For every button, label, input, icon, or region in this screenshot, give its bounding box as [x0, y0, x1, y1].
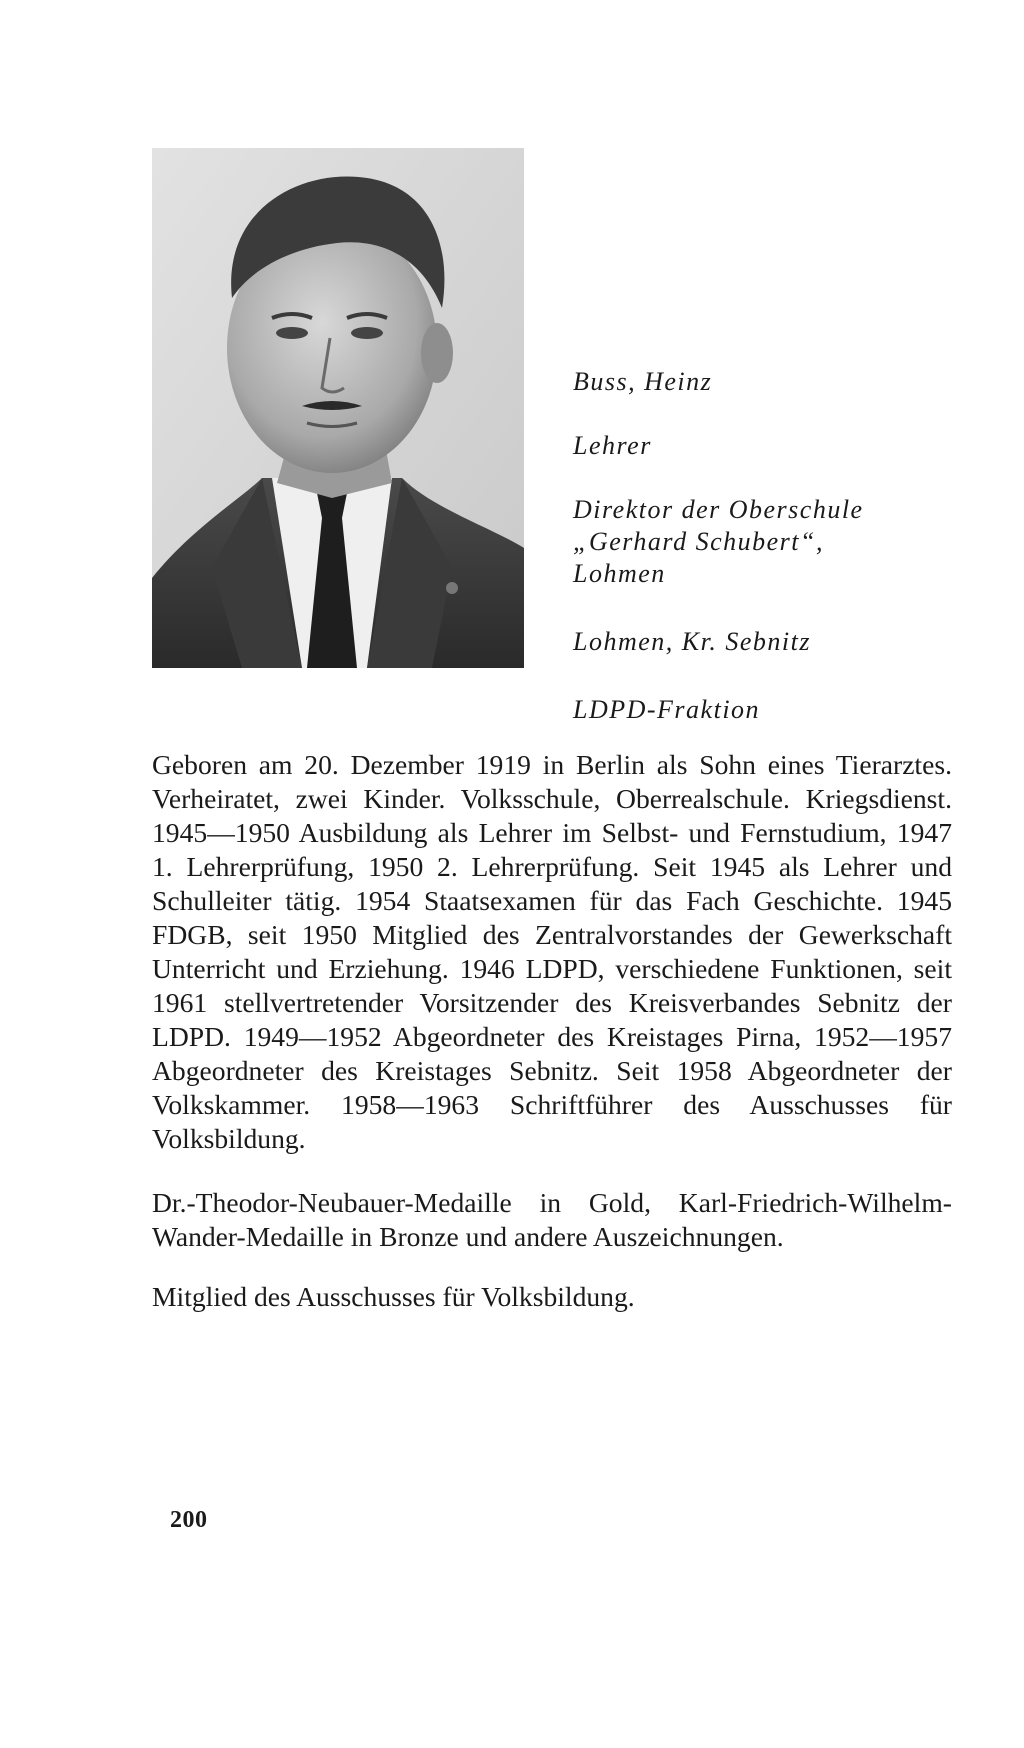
awards-paragraph: Dr.-Theodor-Neubauer-Medaille in Gold, Karl-Friedrich-Wilhelm-Wander-Medaille in Bronze und andere Auszeichnungen. — [152, 1187, 952, 1252]
committee-paragraph: Mitglied des Ausschusses für Volksbildung. — [152, 1281, 635, 1312]
person-position: Direktor der Oberschule „Gerhard Schubert“, Lohmen — [573, 495, 864, 588]
biography — [152, 748, 952, 1340]
portrait-photo — [152, 148, 524, 668]
page-number: 200 — [170, 1507, 208, 1533]
person-name: Buss, Heinz — [573, 367, 713, 396]
biography-paragraph: Geboren am 20. Dezember 1919 in Berlin als Sohn eines Tierarztes. Verheiratet, zwei Kinder. Volksschule, Oberrealschule. Kriegsdienst. 1945—1950 Ausbildung als Lehrer im Selbst- und Fernstudium, 1947 1. Lehrerprüfung, 1950 2. Lehrerprüfung. Seit 1945 als Lehrer und Schulleiter tätig. 1954 Staatsexamen für das Fach Geschichte. 1945 FDGB, seit 1950 Mitglied des Zentralvorstandes der Gewerkschaft Unterricht und Erziehung. 1946 LDPD, verschiedene Funktionen, seit 1961 stellvertretender Vorsitzender des Kreisverbandes Sebnitz der LDPD. 1949—1952 Abgeordneter des Kreistages Pirna, 1952—1957 Abgeordneter des Kreistages Sebnitz. Seit 1958 Abgeordneter der Volkskammer. 1958—1963 Schriftführer des Ausschusses für Volksbildung. — [152, 749, 952, 1154]
person-details — [573, 366, 973, 726]
person-faction: LDPD-Fraktion — [573, 695, 761, 724]
person-profession: Lehrer — [573, 431, 652, 460]
person-residence: Lohmen, Kr. Sebnitz — [573, 627, 811, 656]
